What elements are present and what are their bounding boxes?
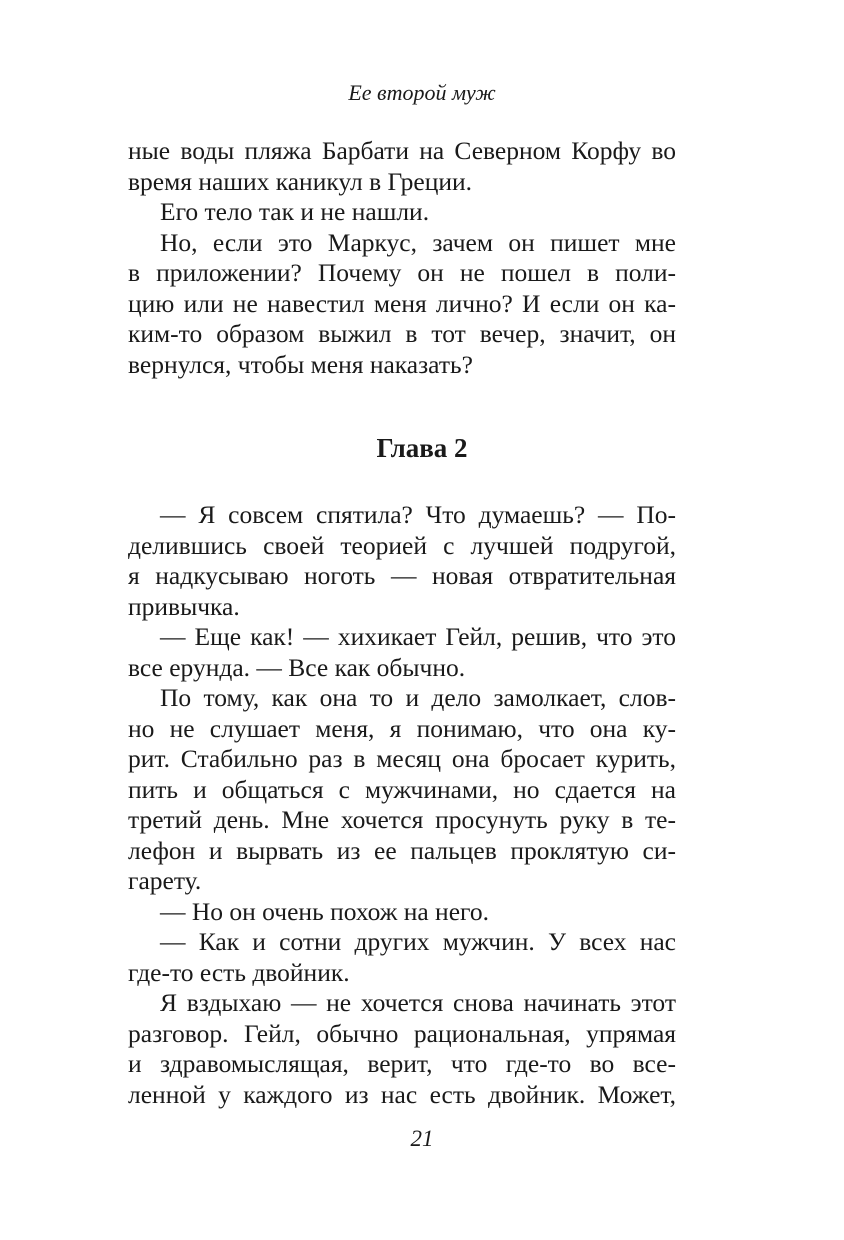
text-line: пить и общаться с мужчинами, но сдается на	[128, 774, 676, 804]
text-line: лефон и вырвать из ее пальцев проклятую си-	[128, 835, 676, 865]
text-line: — Я совсем спятила? Что думаешь? — По-	[160, 500, 676, 529]
text-line: но не слушает меня, я понимаю, что она ку-	[128, 713, 676, 743]
text-block-before-chapter	[128, 136, 676, 380]
text-line: — Еще как! — хихикает Гейл, решив, что это	[160, 622, 676, 651]
text-block-chapter-body	[128, 500, 676, 1110]
text-line: где-то есть двойник.	[128, 957, 350, 987]
text-line: я надкусываю ноготь — новая отвратительная	[128, 561, 676, 590]
text-line: разговор. Гейл, обычно рациональная, упрямая	[128, 1018, 676, 1048]
text-line: делившись своей теорией с лучшей подругой,	[128, 530, 676, 560]
text-line: время наших каникул в Греции.	[128, 166, 473, 196]
text-line: привычка.	[128, 591, 240, 621]
text-line: третий день. Мне хочется просунуть руку в те-	[128, 805, 676, 834]
page-number: 21	[410, 1126, 434, 1151]
text-line: гарету.	[128, 866, 202, 895]
text-line: — Как и сотни других мужчин. У всех нас	[160, 927, 676, 956]
text-line: ленной у каждого из нас есть двойник. Может,	[128, 1079, 676, 1109]
text-line: Его тело так и не нашли.	[160, 197, 430, 226]
text-line: все ерунда. — Все как обычно.	[128, 652, 466, 682]
text-line: — Но он очень похож на него.	[160, 896, 489, 926]
text-line: вернулся, чтобы меня наказать?	[128, 349, 473, 379]
text-line: По тому, как она то и дело замолкает, слов-	[160, 683, 676, 712]
chapter-title: Глава 2	[376, 433, 468, 463]
text-line: рит. Стабильно раз в месяц она бросает курить,	[128, 744, 676, 773]
text-line: в приложении? Почему он не пошел в поли-	[128, 258, 676, 287]
text-line: ким-то образом выжил в тот вечер, значит, он	[128, 319, 676, 348]
running-head: Ее второй муж	[348, 80, 496, 105]
text-line: ные воды пляжа Барбати на Северном Корфу во	[128, 136, 676, 165]
text-line: Я вздыхаю — не хочется снова начинать этот	[160, 988, 676, 1017]
text-line: цию или не навестил меня лично? И если он ка-	[128, 288, 676, 318]
text-line: Но, если это Маркус, зачем он пишет мне	[160, 227, 676, 257]
text-line: и здравомыслящая, верит, что где-то во все-	[128, 1049, 676, 1078]
